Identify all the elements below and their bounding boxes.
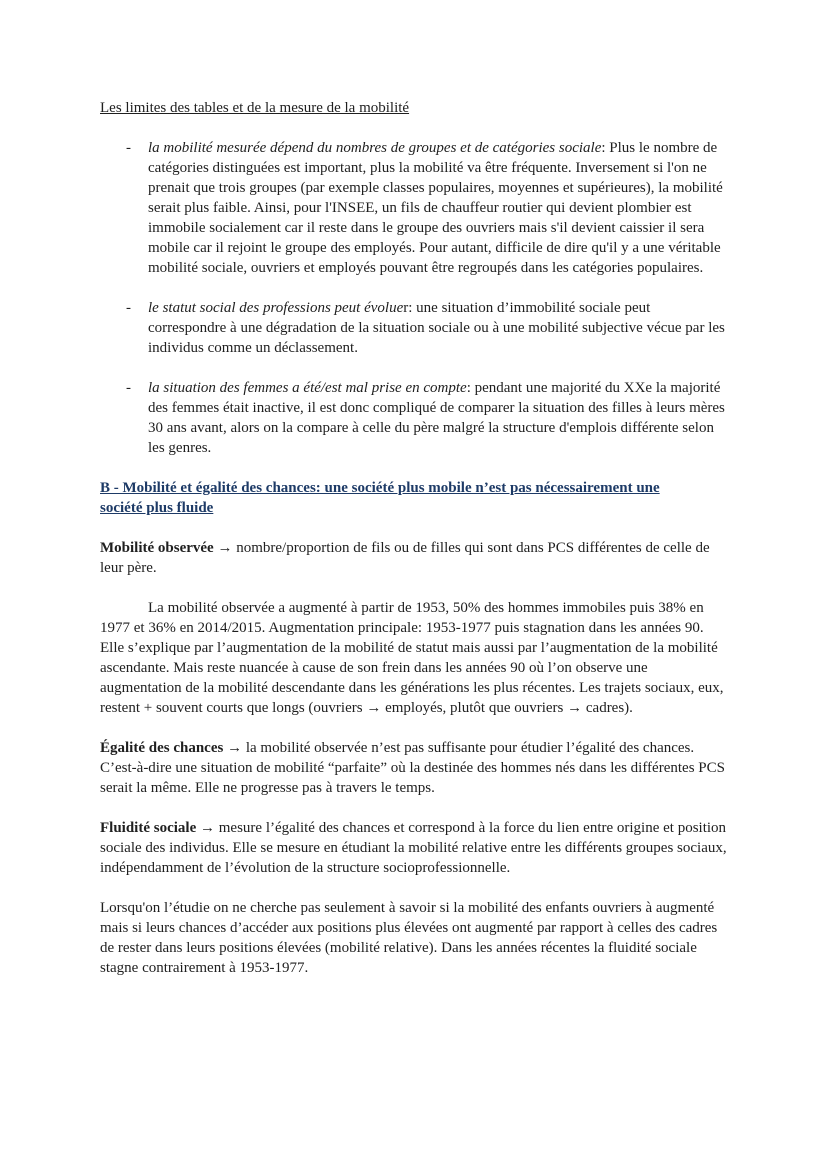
section-b-title: B - Mobilité et égalité des chances: une société plus mobile n’est pas nécessairement une société plus fluide (100, 480, 660, 516)
fluidite-definition (100, 818, 728, 878)
term-mobilite-observee: Mobilité observée (100, 540, 214, 556)
list-item (100, 378, 728, 458)
bullet-lead: la mobilité mesurée dépend du nombres de groupes et de catégories sociale (148, 140, 602, 156)
term-egalite-des-chances: Égalité des chances (100, 740, 224, 756)
mobilite-observee-definition (100, 538, 728, 578)
bullet-dash: - (126, 380, 131, 396)
term-fluidite-sociale: Fluidité sociale (100, 820, 197, 836)
paragraph-mobilite-observee: La mobilité observée a augmenté à partir de 1953, 50% des hommes immobiles puis 38% en 1977 et 36% en 2014/2015. Augmentation principale: 1953-1977 puis stagnation dans les années 90. Elle s’explique par l’augmentation de la mobilité de statut mais aussi par l’augmentation de la mobilité ascendante. Mais reste nuancée à cause de son frein dans les années 90 où l’on observe une augmentation de la mobilité descendante dans les générations les plus récentes. Les trajets sociaux, eux, restent + souvent courts que longs (ouvriers → employés, plutôt que ouvriers → cadres). (100, 600, 724, 716)
list-item (100, 298, 728, 358)
limits-list (100, 138, 728, 458)
bullet-text: r: une situation d’immobilité sociale peut correspondre à une dégradation de la situation sociale ou à une mobilité subjective vécue par les individus comme un déclassement. (148, 300, 725, 356)
bullet-lead: la situation des femmes a été/est mal prise en compte (148, 380, 467, 396)
bullet-text: : Plus le nombre de catégories distinguées est important, plus la mobilité va être fréquente. Inversement si l'on ne prenait que trois groupes (par exemple classes populaires, moyennes et supérieures), la mobilité serait plus faible. Ainsi, pour l'INSEE, un fils de chauffeur routier qui devient plombier est immobile socialement car il reste dans le groupe des ouvriers mais s'il devient caissier il sera mobile car il rejoint le groupe des employés. Pour autant, difficile de dire qu'il y a une véritable mobilité sociale, ouvriers et employés pouvant être regroupés dans les catégories populaires. (148, 140, 723, 276)
paragraph-final: Lorsqu'on l’étudie on ne cherche pas seulement à savoir si la mobilité des enfants ouvriers à augmenté mais si leurs chances d’accéder aux positions plus élevées ont augmenté par rapport à celles des cadres de rester dans leurs positions élevées (mobilité relative). Dans les années récentes la fluidité sociale stagne contrairement à 1953-1977. (100, 900, 718, 976)
document-page (100, 98, 728, 998)
bullet-dash: - (126, 140, 131, 156)
list-item (100, 138, 728, 278)
bullet-lead: le statut social des professions peut évolue (148, 300, 404, 316)
definition-text: → mesure l’égalité des chances et correspond à la force du lien entre origine et position sociale des individus. Elle se mesure en étudiant la mobilité relative entre les différents groupes sociaux, indépendamment de l’évolution de la structure socioprofessionnelle. (100, 820, 727, 876)
bullet-text: : pendant une majorité du XXe la majorité des femmes était inactive, il est donc compliqué de comparer la situation des filles à leurs mères 30 ans avant, alors on la compare à celle du père malgré la structure d'emplois différente selon les genres. (148, 380, 725, 456)
limits-heading: Les limites des tables et de la mesure de la mobilité (100, 100, 410, 116)
definition-text: → la mobilité observée n’est pas suffisante pour étudier l’égalité des chances. C’est-à-dire une situation de mobilité “parfaite” où la destinée des hommes nés dans les différentes PCS serait la même. Elle ne progresse pas à travers le temps. (100, 740, 725, 796)
bullet-dash: - (126, 300, 131, 316)
egalite-definition (100, 738, 728, 798)
definition-text: → nombre/proportion de fils ou de filles qui sont dans PCS différentes de celle de leur père. (100, 540, 710, 576)
